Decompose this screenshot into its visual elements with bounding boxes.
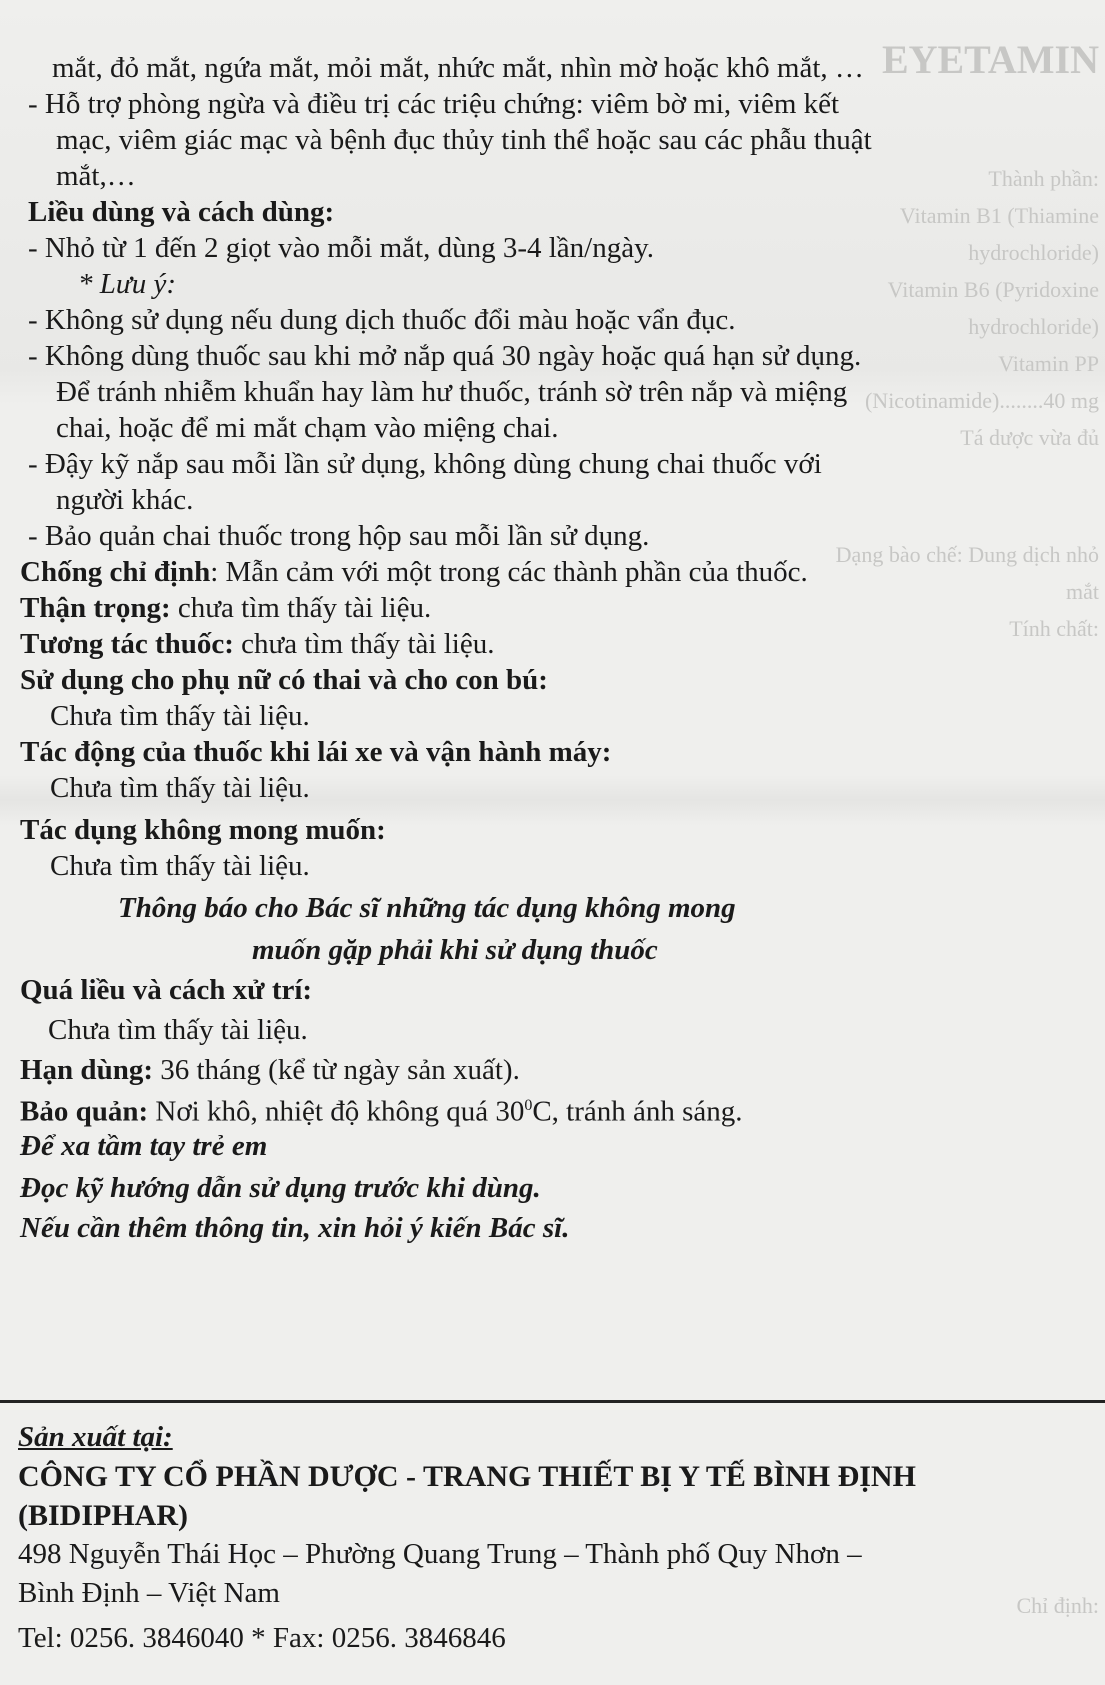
company-abbreviation: (BIDIPHAR) [18, 1499, 188, 1532]
ghost-line: Vitamin B1 (Thiamine hydrochloride) [899, 203, 1099, 265]
dosage-line: - Nhỏ từ 1 đến 2 giọt vào mỗi mắt, dùng 3-4 lần/ngày. [28, 232, 654, 264]
warning-read-instructions: Đọc kỹ hướng dẫn sử dụng trước khi dùng. [20, 1172, 541, 1204]
note-label: * Lưu ý: [78, 268, 176, 300]
note-line: - Không sử dụng nếu dung dịch thuốc đổi màu hoặc vẩn đục. [28, 304, 736, 336]
company-name: CÔNG TY CỔ PHẦN DƯỢC - TRANG THIẾT BỊ Y TẾ BÌNH ĐỊNH [18, 1460, 916, 1493]
caution [20, 590, 1095, 626]
note-line: người khác. [56, 484, 194, 516]
interaction-label: Tương tác thuốc: [20, 628, 234, 660]
note-line: Để tránh nhiễm khuẩn hay làm hư thuốc, tránh sờ trên nắp và miệng [56, 376, 848, 408]
notice-line-1: Thông báo cho Bác sĩ những tác dụng không mong [118, 892, 736, 924]
section-divider [0, 1400, 1105, 1403]
address-line: Bình Định – Việt Nam [18, 1577, 280, 1609]
side-effects-heading: Tác dụng không mong muốn: [20, 814, 386, 846]
expiry [20, 1052, 1095, 1088]
interaction-text: chưa tìm thấy tài liệu. [233, 628, 495, 660]
address-line: 498 Nguyễn Thái Học – Phường Quang Trung – Thành phố Quy Nhơn – [18, 1538, 862, 1570]
interaction [20, 626, 1095, 662]
contact-line: Tel: 0256. 3846040 * Fax: 0256. 3846846 [18, 1622, 506, 1654]
driving-text: Chưa tìm thấy tài liệu. [50, 772, 310, 804]
ghost-line: Vitamin B6 (Pyridoxine hydrochloride) [887, 277, 1099, 339]
ghost-line: Vitamin PP (Nicotinamide)........40 mg [864, 351, 1099, 413]
degree-symbol: 0 [524, 1097, 533, 1114]
notice-line-2: muốn gặp phải khi sử dụng thuốc [252, 934, 658, 966]
storage-text-end: C, tránh ánh sáng. [532, 1095, 743, 1128]
expiry-label: Hạn dùng: [20, 1054, 153, 1086]
ghost-line: Dạng bào chế: Dung dịch nhỏ mắt [835, 542, 1099, 604]
storage-label: Bảo quản: [20, 1095, 149, 1128]
ghost-line: Tá dược vừa đủ [960, 425, 1099, 450]
note-line: - Bảo quản chai thuốc trong hộp sau mỗi lần sử dụng. [28, 520, 650, 552]
driving-heading: Tác động của thuốc khi lái xe và vận hành máy: [20, 736, 612, 768]
contraindication-label: Chống chỉ định [20, 556, 211, 588]
support-line: mạc, viêm giác mạc và bệnh đục thủy tinh thể hoặc sau các phẫu thuật [56, 124, 872, 156]
overdose-heading: Quá liều và cách xử trí: [20, 974, 313, 1006]
caution-label: Thận trọng: [20, 592, 171, 624]
ghost-line: Chỉ định: [1016, 1593, 1099, 1618]
storage-text: Nơi khô, nhiệt độ không quá 30 [148, 1095, 525, 1128]
pregnancy-text: Chưa tìm thấy tài liệu. [50, 700, 310, 732]
warning-ask-doctor: Nếu cần thêm thông tin, xin hỏi ý kiến Bác sĩ. [20, 1212, 570, 1244]
support-line: - Hỗ trợ phòng ngừa và điều trị các triệu chứng: viêm bờ mi, viêm kết [28, 88, 840, 120]
ghost-brand: EYETAMIN [881, 37, 1099, 82]
dosage-heading: Liều dùng và cách dùng: [28, 196, 335, 228]
manufacturer-block [18, 1418, 1098, 1658]
contraindication [20, 554, 1095, 590]
expiry-text: 36 tháng (kể từ ngày sản xuất). [152, 1054, 520, 1086]
note-line: chai, hoặc để mi mắt chạm vào miệng chai. [56, 412, 559, 444]
storage [20, 1088, 1095, 1128]
ghost-composition-heading: Thành phần: [988, 166, 1099, 191]
ghost-line: Tính chất: [1009, 616, 1099, 641]
note-line: - Không dùng thuốc sau khi mở nắp quá 30 ngày hoặc quá hạn sử dụng. [28, 340, 862, 372]
warning-children: Để xa tầm tay trẻ em [20, 1130, 268, 1162]
side-effects-text: Chưa tìm thấy tài liệu. [50, 850, 310, 882]
note-line: - Đậy kỹ nắp sau mỗi lần sử dụng, không dùng chung chai thuốc với [28, 448, 822, 480]
overdose-text: Chưa tìm thấy tài liệu. [48, 1014, 308, 1046]
pregnancy-heading: Sử dụng cho phụ nữ có thai và cho con bú: [20, 664, 548, 696]
contraindication-text: : Mẫn cảm với một trong các thành phần của thuốc. [210, 556, 808, 588]
leaflet-body [20, 50, 1095, 1246]
caution-text: chưa tìm thấy tài liệu. [170, 592, 432, 624]
intro-line: mắt, đỏ mắt, ngứa mắt, mỏi mắt, nhức mắt, nhìn mờ hoặc khô mắt, … [52, 52, 864, 84]
made-at-label: Sản xuất tại: [18, 1421, 173, 1453]
support-line: mắt,… [56, 160, 136, 192]
